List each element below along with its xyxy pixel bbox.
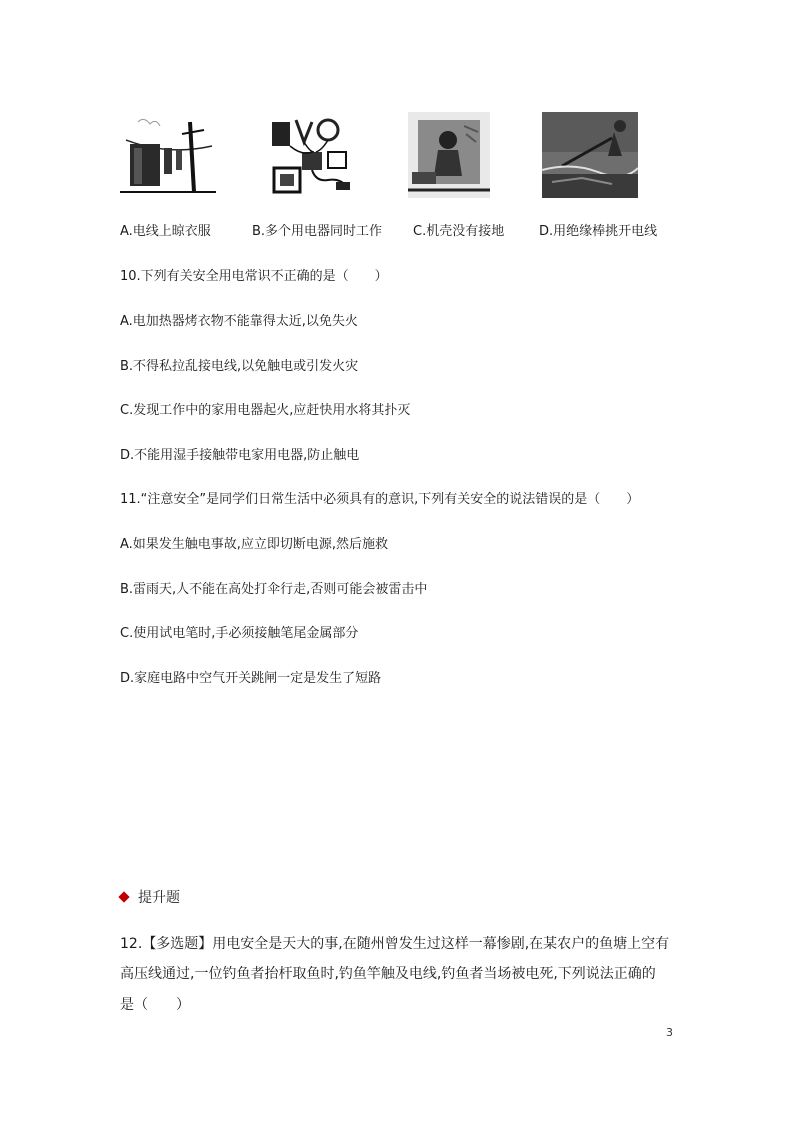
page-number: 3 xyxy=(666,1026,673,1039)
q11-option-d: D.家庭电路中空气开关跳闸一定是发生了短路 xyxy=(120,671,382,686)
q12-line-3: 是（ ） xyxy=(120,997,190,1013)
insulating-rod-image xyxy=(542,112,638,198)
q10-option-c: C.发现工作中的家用电器起火,应赶快用水将其扑灭 xyxy=(120,403,411,418)
q9-option-d: D.用绝缘棒挑开电线 xyxy=(539,224,658,239)
q10-stem: 10.下列有关安全用电常识不正确的是（ ） xyxy=(120,269,388,284)
q10-option-b: B.不得私拉乱接电线,以免触电或引发火灾 xyxy=(120,359,359,374)
q9-option-a: A.电线上晾衣服 xyxy=(120,224,211,239)
q11-option-c: C.使用试电笔时,手必须接触笔尾金属部分 xyxy=(120,626,359,641)
q9-option-c: C.机壳没有接地 xyxy=(413,224,505,239)
q11-stem: 11.“注意安全”是同学们日常生活中必须具有的意识,下列有关安全的说法错误的是（ ） xyxy=(120,492,640,507)
diamond-bullet-icon xyxy=(118,891,129,902)
ungrounded-casing-image xyxy=(408,112,490,198)
section-title: 提升题 xyxy=(138,890,180,906)
multiple-appliances-image xyxy=(266,112,356,198)
section-header xyxy=(120,887,180,907)
q10-option-d: D.不能用湿手接触带电家用电器,防止触电 xyxy=(120,448,360,463)
q12-line-2: 高压线通过,一位钓鱼者抬杆取鱼时,钓鱼竿触及电线,钓鱼者当场被电死,下列说法正确的 xyxy=(120,966,656,982)
q12-line-1: 12.【多选题】用电安全是天大的事,在随州曾发生过这样一幕惨剧,在某农户的鱼塘上空有 xyxy=(120,936,670,952)
q11-option-b: B.雷雨天,人不能在高处打伞行走,否则可能会被雷击中 xyxy=(120,582,428,597)
q10-option-a: A.电加热器烤衣物不能靠得太近,以免失火 xyxy=(120,314,358,329)
q11-option-a: A.如果发生触电事故,应立即切断电源,然后施救 xyxy=(120,537,389,552)
clothes-on-power-line-image xyxy=(120,112,216,198)
q9-option-b: B.多个用电器同时工作 xyxy=(252,224,383,239)
